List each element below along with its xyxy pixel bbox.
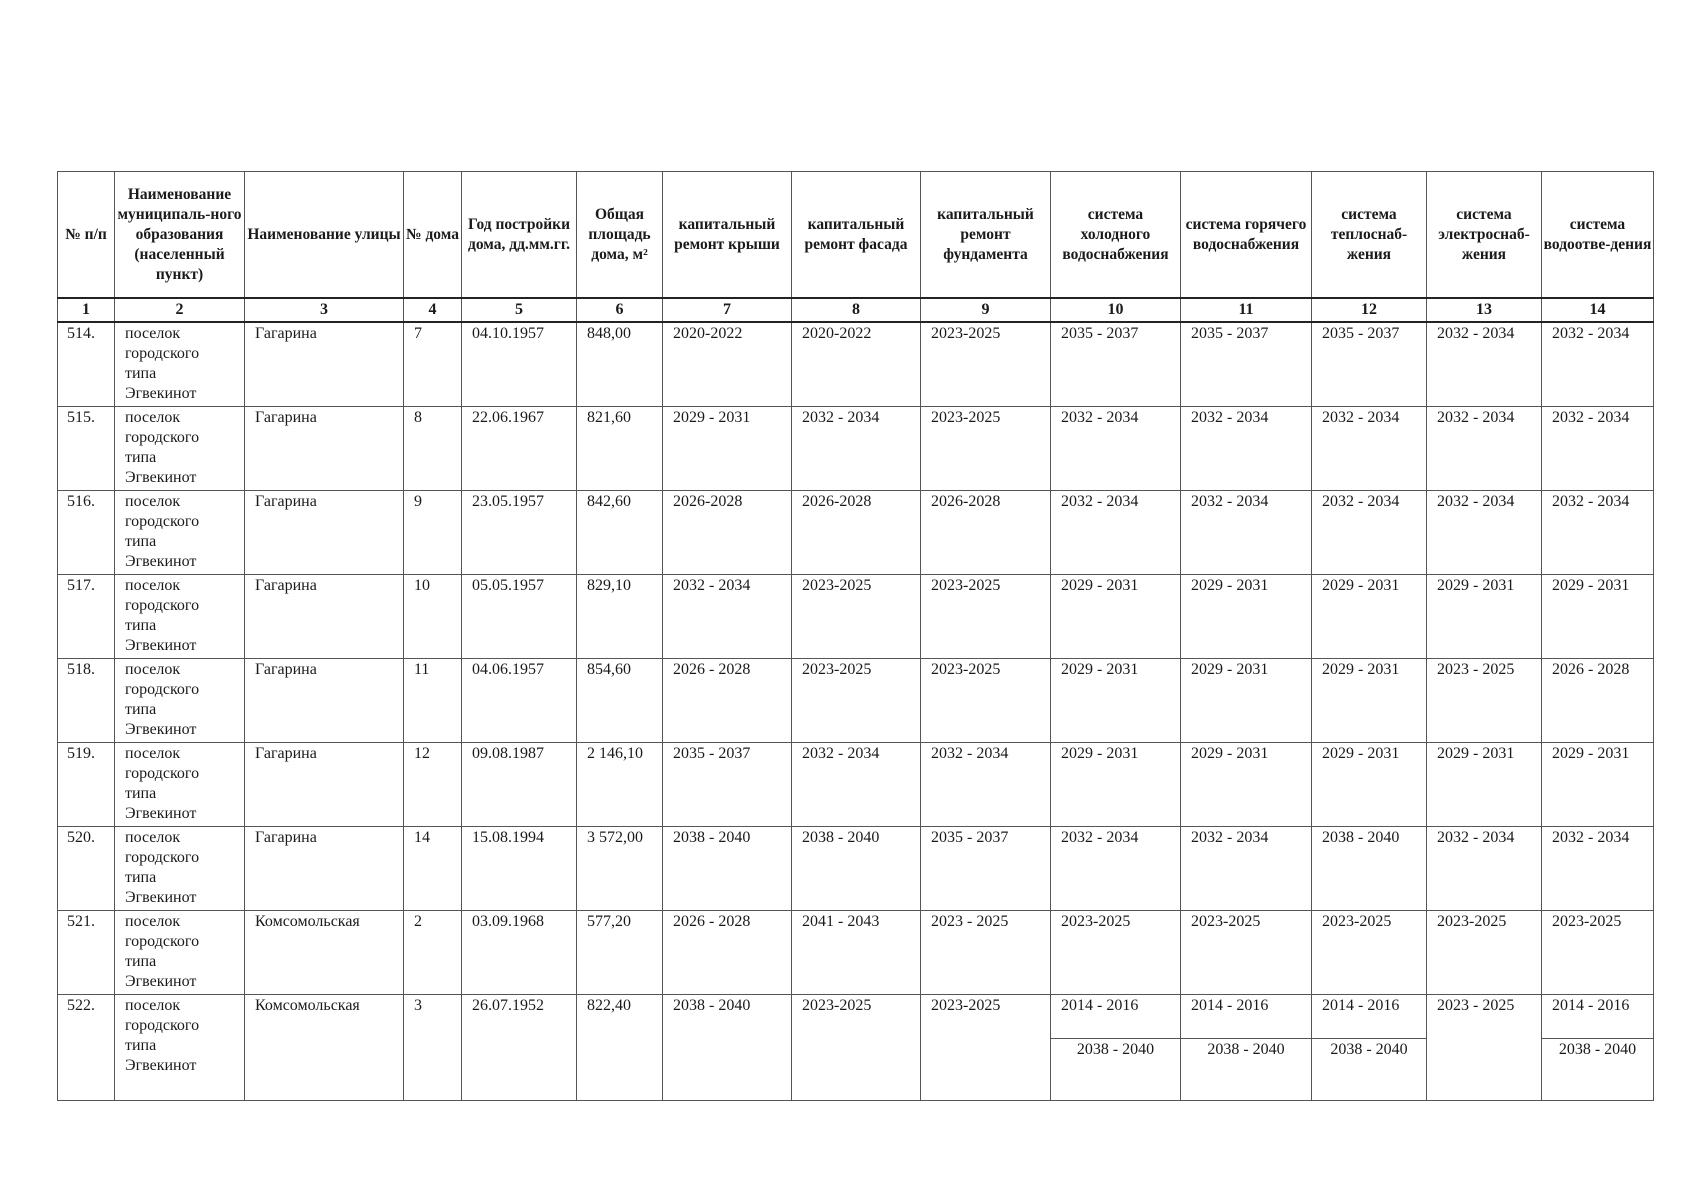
- roof-repair-cell: 2029 - 2031: [663, 406, 792, 490]
- settlement-line: Эгвекинот: [125, 636, 197, 654]
- settlement-line: типа: [125, 700, 157, 718]
- area-cell: 3 572,00: [577, 826, 663, 910]
- row-number-cell: 517.: [58, 574, 115, 658]
- area-cell: 2 146,10: [577, 742, 663, 826]
- street-cell: Комсомольская: [245, 910, 404, 994]
- facade-repair-cell: 2032 - 2034: [792, 742, 921, 826]
- foundation-repair-cell: 2023-2025: [921, 658, 1051, 742]
- settlement-line: городского: [125, 932, 200, 950]
- heating-cell: [1312, 994, 1427, 1100]
- header-cell-settlement: Наименование муниципаль-ного образования (населенный пункт): [115, 172, 245, 299]
- table-row: [58, 994, 1654, 1100]
- hot-water-cell: 2029 - 2031: [1181, 658, 1312, 742]
- table-row: [58, 742, 1654, 826]
- row-number-cell: 515.: [58, 406, 115, 490]
- header-cell-foundation: капитальный ремонт фундамента: [921, 172, 1051, 299]
- cold-water-cell: 2035 - 2037: [1051, 322, 1181, 406]
- header-cell-facade: капитальный ремонт фасада: [792, 172, 921, 299]
- table-body: [58, 322, 1654, 1100]
- settlement-line: поселок: [125, 325, 181, 342]
- heating-cell: 2029 - 2031: [1312, 574, 1427, 658]
- table-row: [58, 826, 1654, 910]
- settlement-line: поселок: [125, 744, 181, 762]
- sewerage-period-1: 2014 - 2016: [1542, 995, 1653, 1039]
- roof-repair-cell: 2038 - 2040: [663, 994, 792, 1100]
- hot-water-cell: 2035 - 2037: [1181, 322, 1312, 406]
- foundation-repair-cell: 2023-2025: [921, 574, 1051, 658]
- house-number-cell: 3: [404, 994, 462, 1100]
- street-cell: Гагарина: [245, 658, 404, 742]
- column-number: 4: [404, 298, 462, 322]
- built-date-cell: 22.06.1967: [462, 406, 577, 490]
- settlement-line: типа: [125, 616, 157, 634]
- header-cell-roof: капитальный ремонт крыши: [663, 172, 792, 299]
- cold-water-cell: 2032 - 2034: [1051, 490, 1181, 574]
- heating-cell: 2032 - 2034: [1312, 406, 1427, 490]
- header-cell-street: Наименование улицы: [245, 172, 404, 299]
- facade-repair-cell: 2020-2022: [792, 322, 921, 406]
- facade-repair-cell: 2023-2025: [792, 574, 921, 658]
- table-row: [58, 406, 1654, 490]
- street-cell: Гагарина: [245, 826, 404, 910]
- electric-cell: 2032 - 2034: [1427, 406, 1542, 490]
- settlement-line: поселок: [125, 660, 181, 678]
- foundation-repair-cell: 2023 - 2025: [921, 910, 1051, 994]
- house-number-cell: 10: [404, 574, 462, 658]
- area-cell: 822,40: [577, 994, 663, 1100]
- header-cell-house: № дома: [404, 172, 462, 299]
- hot-water-cell: 2032 - 2034: [1181, 406, 1312, 490]
- area-cell: 854,60: [577, 658, 663, 742]
- row-number-cell: 522.: [58, 994, 115, 1100]
- settlement-cell: [115, 826, 245, 910]
- foundation-repair-cell: 2023-2025: [921, 322, 1051, 406]
- roof-repair-cell: 2035 - 2037: [663, 742, 792, 826]
- settlement-line: поселок: [125, 996, 181, 1014]
- cold-water-cell: 2023-2025: [1051, 910, 1181, 994]
- street-cell: Гагарина: [245, 322, 404, 406]
- settlement-line: типа: [125, 868, 157, 886]
- electric-cell: 2023-2025: [1427, 910, 1542, 994]
- settlement-line: городского: [125, 680, 200, 698]
- foundation-repair-cell: 2023-2025: [921, 406, 1051, 490]
- roof-repair-cell: 2026-2028: [663, 490, 792, 574]
- heating-cell: 2035 - 2037: [1312, 322, 1427, 406]
- sewerage-cell: 2032 - 2034: [1542, 406, 1654, 490]
- settlement-line: Эгвекинот: [125, 972, 197, 990]
- header-cell-num: № п/п: [58, 172, 115, 299]
- electric-cell: 2032 - 2034: [1427, 322, 1542, 406]
- column-number: 8: [792, 298, 921, 322]
- built-date-cell: 04.06.1957: [462, 658, 577, 742]
- foundation-repair-cell: 2032 - 2034: [921, 742, 1051, 826]
- row-number-cell: 516.: [58, 490, 115, 574]
- hot-water-cell: 2032 - 2034: [1181, 490, 1312, 574]
- table-row: [58, 574, 1654, 658]
- house-number-cell: 2: [404, 910, 462, 994]
- street-cell: Гагарина: [245, 742, 404, 826]
- row-number-cell: 521.: [58, 910, 115, 994]
- facade-repair-cell: 2023-2025: [792, 658, 921, 742]
- foundation-repair-cell: 2023-2025: [921, 994, 1051, 1100]
- settlement-line: городского: [125, 345, 200, 362]
- column-number: 2: [115, 298, 245, 322]
- hot-water-cell: [1181, 994, 1312, 1100]
- area-cell: 848,00: [577, 322, 663, 406]
- column-number: 10: [1051, 298, 1181, 322]
- settlement-line: типа: [125, 532, 157, 550]
- sewerage-cell: [1542, 994, 1654, 1100]
- heating-cell: 2032 - 2034: [1312, 490, 1427, 574]
- cold-water-cell: 2032 - 2034: [1051, 826, 1181, 910]
- capital-repair-table: [57, 171, 1654, 1101]
- facade-repair-cell: 2041 - 2043: [792, 910, 921, 994]
- built-date-cell: 03.09.1968: [462, 910, 577, 994]
- settlement-line: городского: [125, 596, 200, 614]
- settlement-line: Эгвекинот: [125, 468, 197, 486]
- foundation-repair-cell: 2035 - 2037: [921, 826, 1051, 910]
- settlement-cell: [115, 574, 245, 658]
- row-number-cell: 514.: [58, 322, 115, 406]
- column-number: 3: [245, 298, 404, 322]
- built-date-cell: 04.10.1957: [462, 322, 577, 406]
- built-date-cell: 15.08.1994: [462, 826, 577, 910]
- built-date-cell: 05.05.1957: [462, 574, 577, 658]
- header-cell-electric: система электроснаб-жения: [1427, 172, 1542, 299]
- sewerage-cell: 2032 - 2034: [1542, 322, 1654, 406]
- settlement-cell: [115, 742, 245, 826]
- column-number-row: [58, 298, 1654, 322]
- roof-repair-cell: 2038 - 2040: [663, 826, 792, 910]
- header-cell-hot-water: система горячего водоснабжения: [1181, 172, 1312, 299]
- cold-water-period-1: 2014 - 2016: [1051, 995, 1180, 1039]
- heating-cell: 2029 - 2031: [1312, 742, 1427, 826]
- settlement-line: городского: [125, 848, 200, 866]
- electric-cell: 2023 - 2025: [1427, 994, 1542, 1100]
- settlement-line: поселок: [125, 492, 181, 510]
- hot-water-cell: 2029 - 2031: [1181, 574, 1312, 658]
- column-number: 5: [462, 298, 577, 322]
- house-number-cell: 7: [404, 322, 462, 406]
- cold-water-cell: 2029 - 2031: [1051, 658, 1181, 742]
- heating-period-1: 2014 - 2016: [1312, 995, 1426, 1039]
- table-row: [58, 322, 1654, 406]
- cold-water-cell: 2029 - 2031: [1051, 742, 1181, 826]
- settlement-line: городского: [125, 1016, 200, 1034]
- table-row: [58, 490, 1654, 574]
- settlement-cell: [115, 910, 245, 994]
- sewerage-cell: 2032 - 2034: [1542, 490, 1654, 574]
- column-number: 7: [663, 298, 792, 322]
- sewerage-cell: 2023-2025: [1542, 910, 1654, 994]
- settlement-line: типа: [125, 448, 157, 466]
- cold-water-cell: 2032 - 2034: [1051, 406, 1181, 490]
- header-row: [58, 172, 1654, 299]
- hot-water-cell: 2029 - 2031: [1181, 742, 1312, 826]
- header-cell-area: Общая площадь дома, м²: [577, 172, 663, 299]
- settlement-line: типа: [125, 1036, 157, 1054]
- settlement-cell: [115, 490, 245, 574]
- settlement-line: Эгвекинот: [125, 888, 197, 906]
- settlement-cell: [115, 658, 245, 742]
- column-number: 12: [1312, 298, 1427, 322]
- header-cell-built: Год постройки дома, дд.мм.гг.: [462, 172, 577, 299]
- sewerage-period-2: 2038 - 2040: [1558, 1040, 1637, 1058]
- electric-cell: 2032 - 2034: [1427, 490, 1542, 574]
- electric-cell: 2029 - 2031: [1427, 574, 1542, 658]
- settlement-line: городского: [125, 428, 200, 446]
- built-date-cell: 26.07.1952: [462, 994, 577, 1100]
- built-date-cell: 09.08.1987: [462, 742, 577, 826]
- header-cell-cold-water: система холодного водоснабжения: [1051, 172, 1181, 299]
- area-cell: 829,10: [577, 574, 663, 658]
- house-number-cell: 12: [404, 742, 462, 826]
- street-cell: Гагарина: [245, 574, 404, 658]
- settlement-line: типа: [125, 952, 157, 970]
- house-number-cell: 11: [404, 658, 462, 742]
- roof-repair-cell: 2026 - 2028: [663, 658, 792, 742]
- sewerage-cell: 2032 - 2034: [1542, 826, 1654, 910]
- facade-repair-cell: 2038 - 2040: [792, 826, 921, 910]
- roof-repair-cell: 2020-2022: [663, 322, 792, 406]
- facade-repair-cell: 2023-2025: [792, 994, 921, 1100]
- facade-repair-cell: 2032 - 2034: [792, 406, 921, 490]
- street-cell: Гагарина: [245, 406, 404, 490]
- settlement-line: Эгвекинот: [125, 385, 197, 402]
- settlement-cell: [115, 994, 245, 1100]
- cold-water-cell: [1051, 994, 1181, 1100]
- foundation-repair-cell: 2026-2028: [921, 490, 1051, 574]
- heating-cell: 2029 - 2031: [1312, 658, 1427, 742]
- house-number-cell: 9: [404, 490, 462, 574]
- area-cell: 821,60: [577, 406, 663, 490]
- settlement-line: Эгвекинот: [125, 552, 197, 570]
- row-number-cell: 519.: [58, 742, 115, 826]
- row-number-cell: 518.: [58, 658, 115, 742]
- area-cell: 577,20: [577, 910, 663, 994]
- roof-repair-cell: 2026 - 2028: [663, 910, 792, 994]
- column-number: 11: [1181, 298, 1312, 322]
- settlement-line: типа: [125, 784, 157, 802]
- settlement-cell: [115, 406, 245, 490]
- settlement-line: Эгвекинот: [125, 1056, 197, 1074]
- electric-cell: 2023 - 2025: [1427, 658, 1542, 742]
- column-number: 14: [1542, 298, 1654, 322]
- column-number: 13: [1427, 298, 1542, 322]
- sewerage-cell: 2029 - 2031: [1542, 742, 1654, 826]
- column-number: 9: [921, 298, 1051, 322]
- header-cell-sewerage: система водоотве-дения: [1542, 172, 1654, 299]
- cold-water-period-2: 2038 - 2040: [1076, 1040, 1155, 1058]
- table-row: [58, 658, 1654, 742]
- facade-repair-cell: 2026-2028: [792, 490, 921, 574]
- street-cell: Гагарина: [245, 490, 404, 574]
- street-cell: Комсомольская: [245, 994, 404, 1100]
- settlement-line: Эгвекинот: [125, 720, 197, 738]
- cold-water-cell: 2029 - 2031: [1051, 574, 1181, 658]
- roof-repair-cell: 2032 - 2034: [663, 574, 792, 658]
- hot-water-period-1: 2014 - 2016: [1181, 995, 1311, 1039]
- table-row: [58, 910, 1654, 994]
- column-number: 1: [58, 298, 115, 322]
- column-number: 6: [577, 298, 663, 322]
- heating-period-2: 2038 - 2040: [1330, 1040, 1408, 1058]
- settlement-line: городского: [125, 512, 200, 530]
- hot-water-cell: 2023-2025: [1181, 910, 1312, 994]
- hot-water-cell: 2032 - 2034: [1181, 826, 1312, 910]
- settlement-line: поселок: [125, 576, 181, 594]
- settlement-line: Эгвекинот: [125, 804, 197, 822]
- settlement-line: городского: [125, 764, 200, 782]
- hot-water-period-2: 2038 - 2040: [1207, 1040, 1285, 1058]
- settlement-line: поселок: [125, 912, 181, 930]
- header-cell-heating: система теплоснаб-жения: [1312, 172, 1427, 299]
- built-date-cell: 23.05.1957: [462, 490, 577, 574]
- heating-cell: 2038 - 2040: [1312, 826, 1427, 910]
- settlement-line: поселок: [125, 408, 181, 426]
- area-cell: 842,60: [577, 490, 663, 574]
- row-number-cell: 520.: [58, 826, 115, 910]
- settlement-line: типа: [125, 365, 157, 382]
- sewerage-cell: 2026 - 2028: [1542, 658, 1654, 742]
- electric-cell: 2029 - 2031: [1427, 742, 1542, 826]
- settlement-line: поселок: [125, 828, 181, 846]
- settlement-cell: [115, 322, 245, 406]
- house-number-cell: 14: [404, 826, 462, 910]
- house-number-cell: 8: [404, 406, 462, 490]
- heating-cell: 2023-2025: [1312, 910, 1427, 994]
- sewerage-cell: 2029 - 2031: [1542, 574, 1654, 658]
- electric-cell: 2032 - 2034: [1427, 826, 1542, 910]
